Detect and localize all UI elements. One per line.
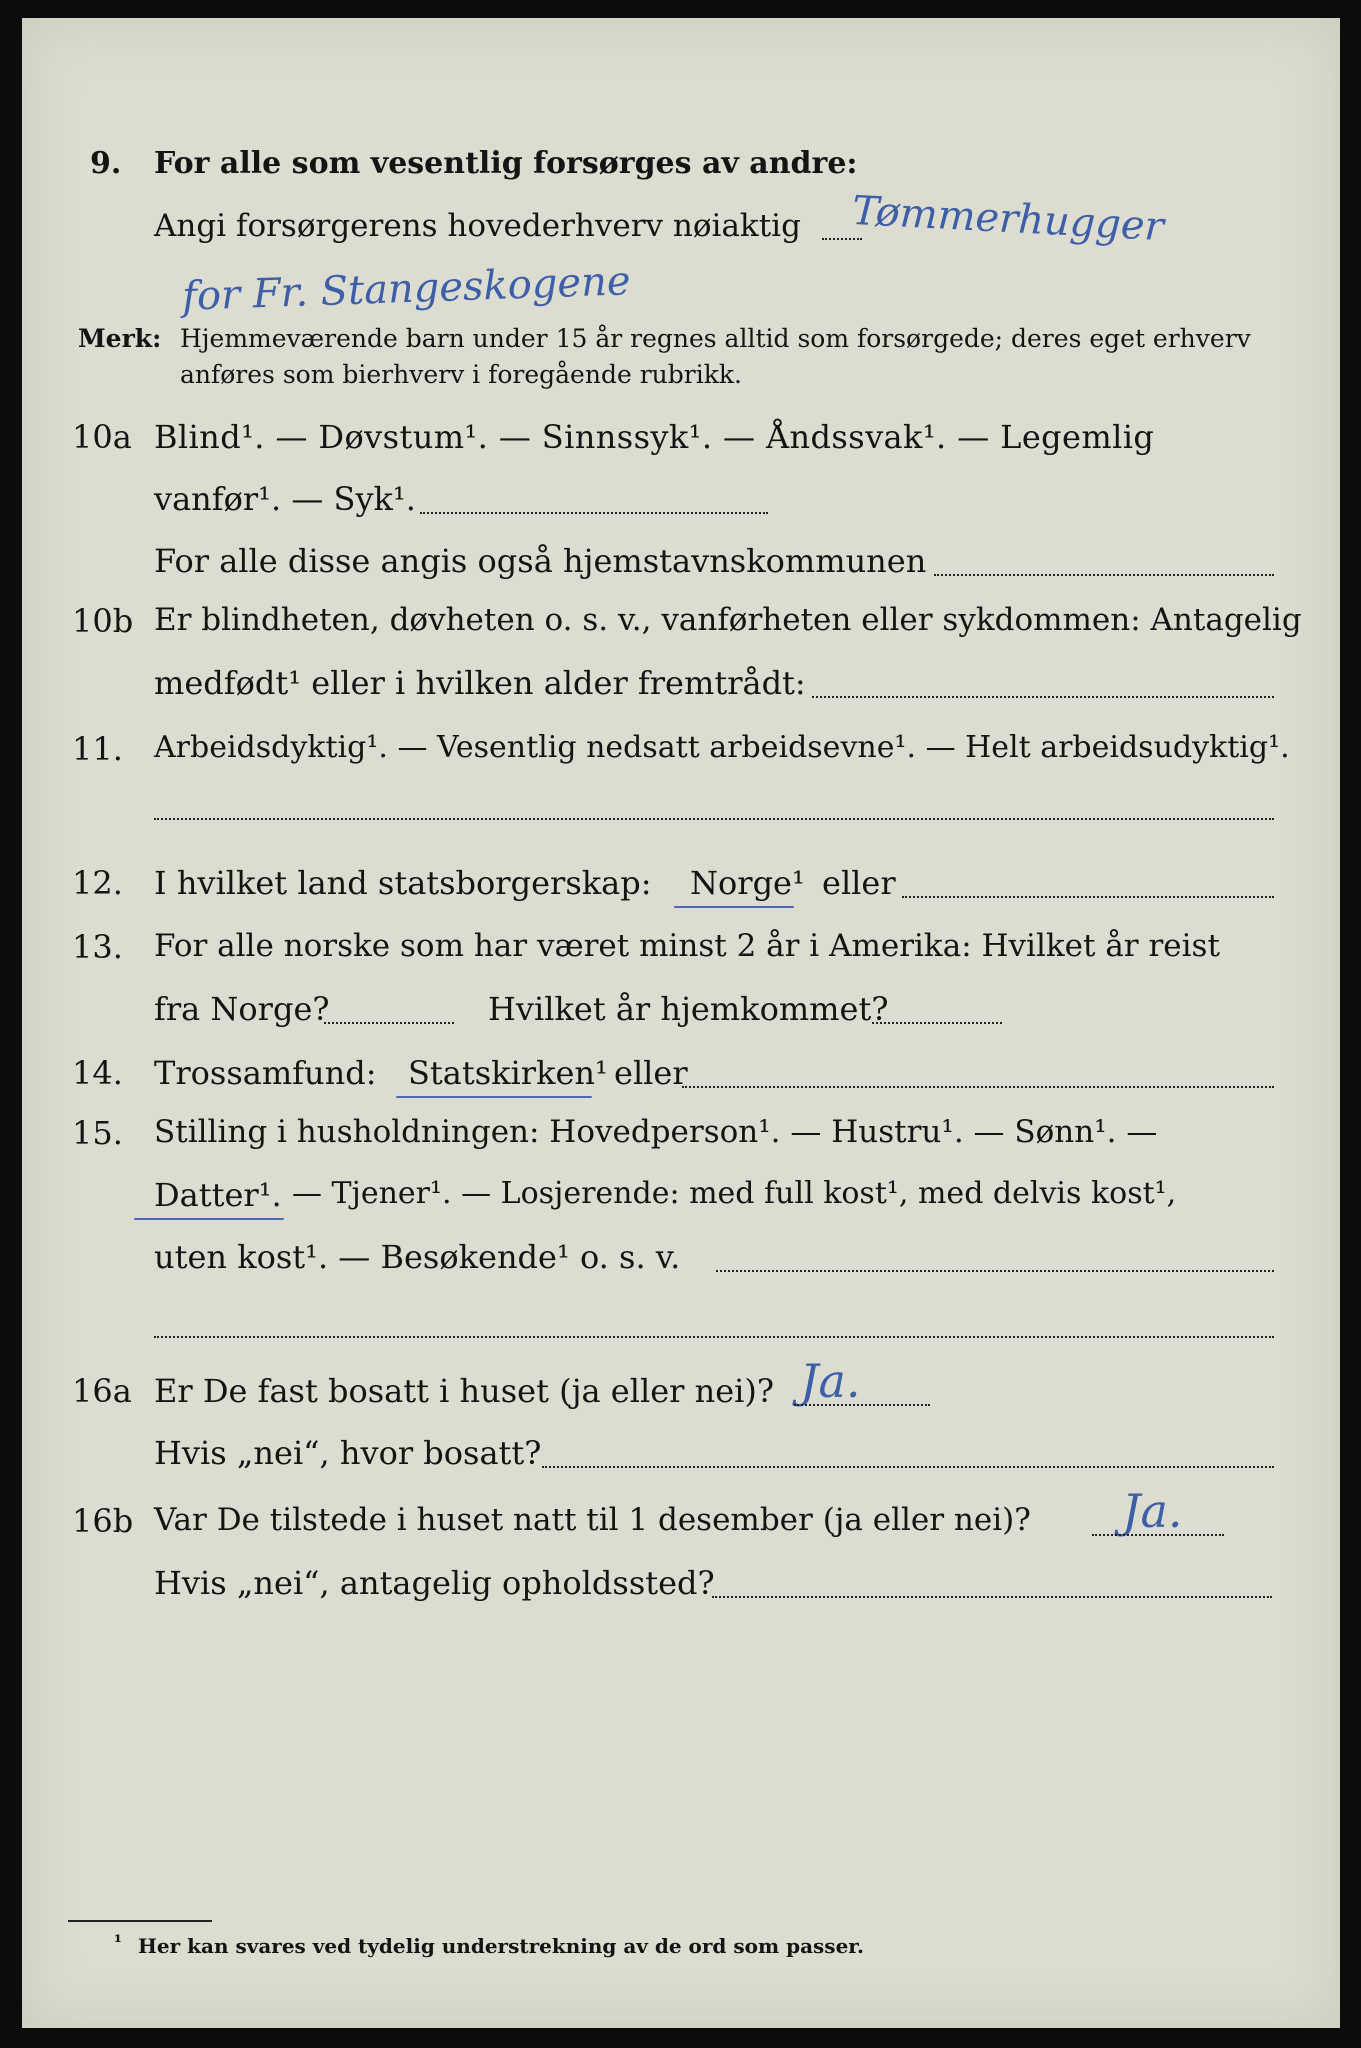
q14-label: Trossamfund: xyxy=(154,1054,377,1092)
q16b-line-2: Hvis „nei“, antagelig opholdssted? xyxy=(154,1564,715,1602)
merk-text-1: Hjemmeværende barn under 15 år regnes alltid som forsørgede; deres eget erhverv xyxy=(180,324,1251,353)
footnote-text: Her kan svares ved tydelig understrekning av de ord som passer. xyxy=(138,1934,864,1958)
q10b-line-1: Er blindheten, døvheten o. s. v., vanførheten eller sykdommen: Antagelig xyxy=(154,602,1302,638)
q9-answer-line-1 xyxy=(822,238,862,240)
q15-handwritten-underline xyxy=(134,1218,284,1220)
q13-number: 13. xyxy=(72,928,123,966)
q14-choice-statskirken: Statskirken¹ xyxy=(408,1054,608,1092)
q10a-line-2: vanfør¹. — Syk¹. xyxy=(154,480,416,518)
q13-line-2b: Hvilket år hjemkommet? xyxy=(488,990,889,1028)
q15-extra-line xyxy=(154,1336,1274,1338)
q16b-line-1: Var De tilstede i huset natt til 1 desember (ja eller nei)? xyxy=(154,1502,1031,1538)
q16b-location-line xyxy=(712,1596,1272,1598)
q11-line-1: Arbeidsdyktig¹. — Vesentlig nedsatt arbeidsevne¹. — Helt arbeidsudyktig¹. xyxy=(154,730,1290,765)
q11-number: 11. xyxy=(72,730,123,768)
footnote-rule xyxy=(68,1920,212,1922)
q13-return-line xyxy=(872,1022,1002,1024)
q10b-answer-line xyxy=(812,696,1274,698)
footnote-mark: ¹ xyxy=(114,1932,122,1953)
q9-handwritten-answer-2: for Fr. Stangeskogene xyxy=(181,258,632,320)
q10b-line-2: medfødt¹ eller i hvilken alder fremtrådt: xyxy=(154,664,806,702)
q14-eller: eller xyxy=(614,1054,688,1092)
q12-answer-line xyxy=(902,896,1274,898)
q9-title: For alle som vesentlig forsørges av andre: xyxy=(154,146,858,181)
q10a-answer-line xyxy=(420,512,768,514)
census-form-page xyxy=(22,18,1340,2028)
q16a-handwritten-answer: Ja. xyxy=(800,1354,861,1408)
merk-text-2: anføres som bierhverv i foregående rubrikk. xyxy=(180,360,742,389)
q15-number: 15. xyxy=(72,1114,123,1152)
q13-line-2a: fra Norge? xyxy=(154,990,330,1028)
q9-label: Angi forsørgerens hovederhverv nøiaktig xyxy=(154,208,801,244)
q16b-answer-line xyxy=(1092,1534,1224,1536)
q16a-number: 16a xyxy=(72,1372,132,1410)
q14-number: 14. xyxy=(72,1054,123,1092)
q9-number: 9. xyxy=(90,146,122,181)
q14-answer-line xyxy=(682,1086,1274,1088)
q15-answer-line xyxy=(716,1270,1274,1272)
q10a-number: 10a xyxy=(72,418,132,456)
q9-handwritten-answer-1: Tømmerhugger xyxy=(851,187,1165,251)
q12-handwritten-underline xyxy=(674,906,794,908)
q13-line-1: For alle norske som har været minst 2 år i Amerika: Hvilket år reist xyxy=(154,928,1220,964)
q16a-residence-line xyxy=(542,1466,1274,1468)
q12-number: 12. xyxy=(72,864,123,902)
q12-eller: eller xyxy=(822,864,896,902)
merk-label: Merk: xyxy=(78,324,162,353)
q10a-line-1: Blind¹. — Døvstum¹. — Sinnssyk¹. — Åndssvak¹. — Legemlig xyxy=(154,418,1155,456)
q16a-answer-line xyxy=(794,1404,930,1406)
q16b-number: 16b xyxy=(72,1502,134,1540)
q10b-number: 10b xyxy=(72,602,134,640)
q11-answer-line xyxy=(154,818,1274,820)
q13-departure-line xyxy=(324,1022,454,1024)
q15-line-3: uten kost¹. — Besøkende¹ o. s. v. xyxy=(154,1238,681,1276)
q10a-home-line xyxy=(934,574,1274,576)
q16b-handwritten-answer: Ja. xyxy=(1122,1484,1183,1538)
q15-line-1: Stilling i husholdningen: Hovedperson¹. — Hustru¹. — Sønn¹. — xyxy=(154,1114,1158,1150)
q15-line-2: — Tjener¹. — Losjerende: med full kost¹, med delvis kost¹, xyxy=(292,1176,1177,1211)
q16a-line-2: Hvis „nei“, hvor bosatt? xyxy=(154,1434,542,1472)
q16a-line-1: Er De fast bosatt i huset (ja eller nei)? xyxy=(154,1372,775,1410)
q15-choice-datter: Datter¹. xyxy=(154,1176,282,1214)
q12-label: I hvilket land statsborgerskap: xyxy=(154,864,652,902)
q12-choice-norge: Norge¹ xyxy=(690,864,805,902)
q14-handwritten-underline xyxy=(396,1096,592,1098)
q10a-line-3: For alle disse angis også hjemstavnskommunen xyxy=(154,542,927,580)
